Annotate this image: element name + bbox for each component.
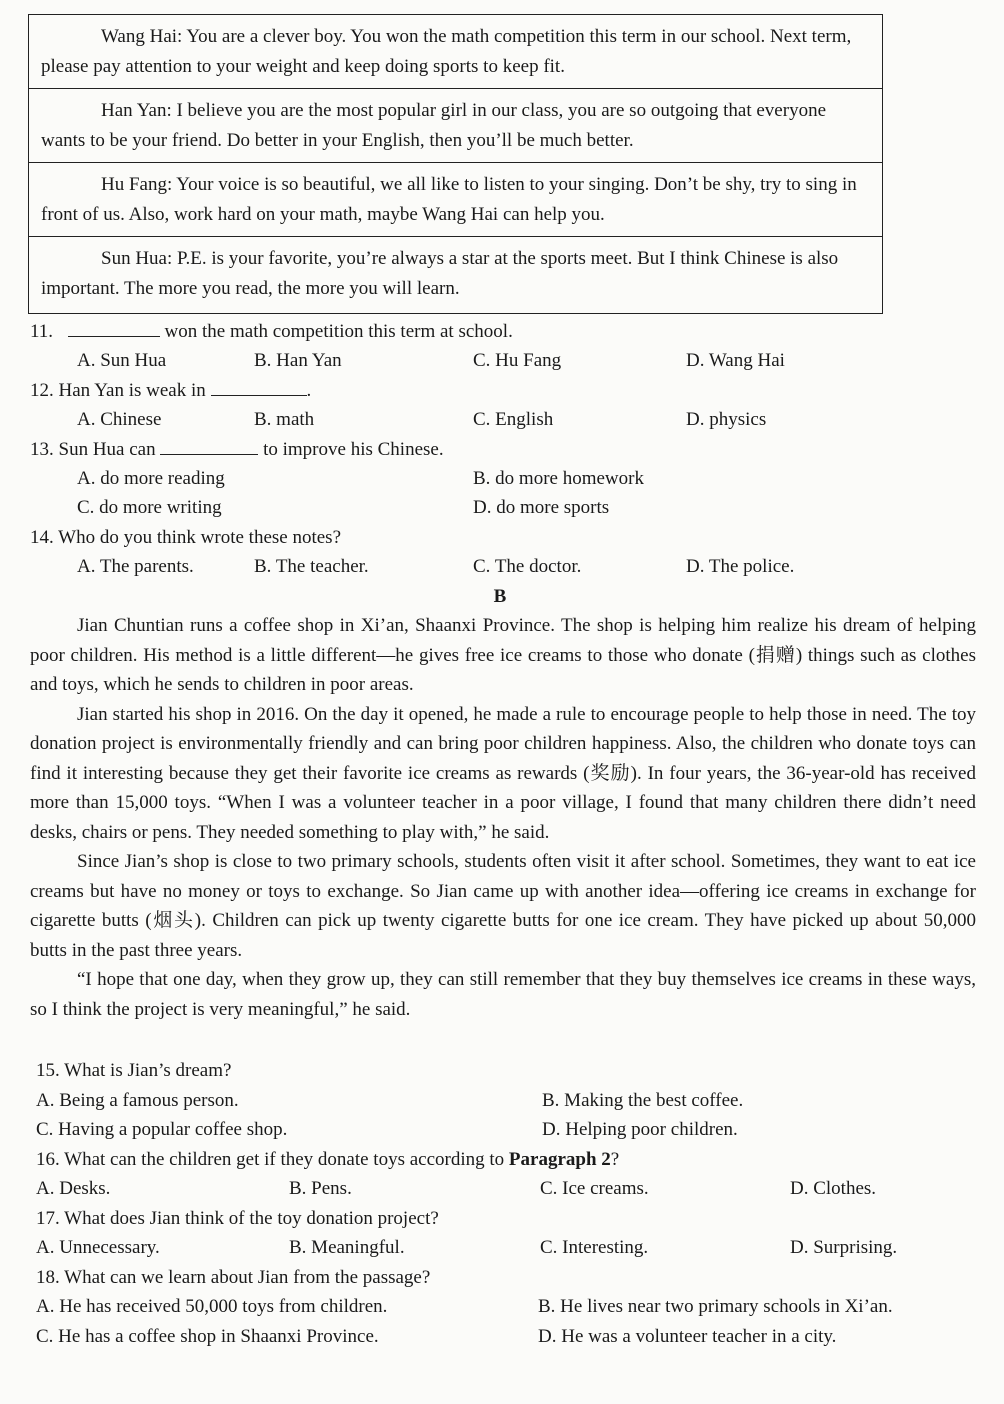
question-16 xyxy=(36,1145,976,1175)
question-text-end: to improve his Chinese. xyxy=(258,439,444,460)
questions-b xyxy=(36,1056,976,1351)
option-b: B. He lives near two primary schools in Xi’an. xyxy=(538,1296,893,1317)
question-11 xyxy=(30,316,970,346)
questions-a xyxy=(30,316,976,1024)
note-sun-hua: Sun Hua: P.E. is your favorite, you’re always a star at the sports meet. But I think Chinese is also important. The more you read, the more you will learn. xyxy=(41,248,839,299)
options-15-row2 xyxy=(36,1115,976,1145)
option-c: C. Having a popular coffee shop. xyxy=(36,1119,288,1140)
option-d: D. physics xyxy=(686,408,767,430)
option-a: A. Being a famous person. xyxy=(36,1089,239,1111)
option-a: A. He has received 50,000 toys from children. xyxy=(36,1296,388,1317)
options-16 xyxy=(36,1174,976,1204)
question-text: Sun Hua can xyxy=(58,439,161,460)
option-b: B. Meaningful. xyxy=(289,1237,405,1258)
option-a: A. do more reading xyxy=(77,467,225,489)
option-c: C. Ice creams. xyxy=(540,1178,649,1199)
question-15: 15. What is Jian’s dream? xyxy=(36,1060,232,1081)
option-d: D. The police. xyxy=(686,556,795,577)
options-12 xyxy=(30,405,970,435)
question-text-end: ? xyxy=(610,1148,620,1170)
passage-paragraph-3: Since Jian’s shop is close to two primary schools, students often visit it after school. Sometimes, they want to eat ice creams but have no money or toys to exchange. So Jian came up with another idea—offering ice creams in exchange for cigarette butts (烟头). Children can pick up twenty cigarette butts for one ice cream. They have picked up about 50,000 butts in the past three years. xyxy=(30,851,976,961)
question-12 xyxy=(30,375,970,405)
passage-b xyxy=(30,611,976,1024)
option-c: C. Hu Fang xyxy=(473,349,562,371)
option-a: A. Sun Hua xyxy=(77,349,167,371)
option-c: C. He has a coffee shop in Shaanxi Province. xyxy=(36,1325,379,1347)
question-text: 16. What can the children get if they donate toys according to xyxy=(36,1148,509,1170)
option-b: B. Making the best coffee. xyxy=(542,1089,744,1111)
options-18-row2 xyxy=(36,1322,976,1352)
question-number: 11. xyxy=(30,321,54,342)
option-a: A. Desks. xyxy=(36,1178,111,1199)
option-b: B. The teacher. xyxy=(254,556,369,577)
option-c: C. do more writing xyxy=(77,497,222,518)
question-number: 13. xyxy=(30,439,54,460)
option-c: C. The doctor. xyxy=(473,556,582,577)
option-a: A. The parents. xyxy=(77,556,194,577)
option-a: A. Unnecessary. xyxy=(36,1237,160,1258)
options-13-row2 xyxy=(30,493,970,523)
answer-blank xyxy=(211,375,307,396)
option-c: C. Interesting. xyxy=(540,1237,649,1258)
options-14 xyxy=(30,552,970,582)
question-number: 12. xyxy=(30,380,54,401)
option-d: D. Clothes. xyxy=(790,1178,877,1199)
option-d: D. He was a volunteer teacher in a city. xyxy=(538,1325,837,1347)
question-number: 14. xyxy=(30,526,54,548)
options-11 xyxy=(30,346,970,376)
option-d: D. do more sports xyxy=(473,497,610,518)
options-18-row1 xyxy=(36,1292,976,1322)
option-d: D. Helping poor children. xyxy=(542,1119,738,1140)
answer-blank xyxy=(160,434,258,455)
option-b: B. do more homework xyxy=(473,467,644,489)
option-d: D. Surprising. xyxy=(790,1237,898,1258)
question-text: Who do you think wrote these notes? xyxy=(58,526,342,548)
question-14 xyxy=(30,523,970,553)
passage-paragraph-1: Jian Chuntian runs a coffee shop in Xi’an, Shaanxi Province. The shop is helping him realize his dream of helping poor children. His method is a little different—he gives free ice creams to those who donate (捐赠) things such as clothes and toys, which he sends to children in poor areas. xyxy=(30,615,976,695)
question-text-end: . xyxy=(306,380,312,401)
option-b: B. Han Yan xyxy=(254,349,342,371)
note-han-yan: Han Yan: I believe you are the most popular girl in our class, you are so outgoing that everyone wants to be your friend. Do better in your English, then you’ll be much better. xyxy=(29,89,882,163)
question-bold-text: Paragraph 2 xyxy=(508,1148,611,1170)
option-c: C. English xyxy=(473,408,554,430)
note-wang-hai: Wang Hai: You are a clever boy. You won the math competition this term in our school. Next term, please pay attention to your weight and keep doing sports to keep fit. xyxy=(29,15,882,89)
question-18: 18. What can we learn about Jian from the passage? xyxy=(36,1266,431,1288)
options-13-row1 xyxy=(30,464,970,494)
question-text: won the math competition this term at school. xyxy=(159,321,513,342)
passage-paragraph-2: Jian started his shop in 2016. On the day it opened, he made a rule to encourage people to help those in need. The toy donation project is environmentally friendly and can bring poor children happiness. Also, the children who donate toys can find it interesting because they get their favorite ice creams as rewards (奖励). In four years, the 36-year-old has received more than 15,000 toys. “When I was a volunteer teacher in a poor village, I found that many children there didn’t need desks, chairs or pens. They needed something to play with,” he said. xyxy=(30,703,976,843)
notes-table xyxy=(28,14,883,314)
note-hu-fang: Hu Fang: Your voice is so beautiful, we all like to listen to your singing. Don’t be shy, try to sing in front of us. Also, work hard on your math, maybe Wang Hai can help you. xyxy=(29,163,882,237)
options-17 xyxy=(36,1233,976,1263)
option-b: B. Pens. xyxy=(289,1178,352,1199)
section-b-title: B xyxy=(493,585,507,607)
passage-paragraph-4: “I hope that one day, when they grow up, they can still remember that they buy themselves ice creams in these ways, so I think the project is very meaningful,” he said. xyxy=(30,969,976,1020)
option-d: D. Wang Hai xyxy=(686,349,785,371)
option-b: B. math xyxy=(254,408,315,430)
question-text: Han Yan is weak in xyxy=(58,380,211,401)
question-17: 17. What does Jian think of the toy donation project? xyxy=(36,1207,439,1229)
option-a: A. Chinese xyxy=(77,408,162,430)
question-13 xyxy=(30,434,970,464)
options-15-row1 xyxy=(36,1086,976,1116)
answer-blank xyxy=(68,316,160,337)
